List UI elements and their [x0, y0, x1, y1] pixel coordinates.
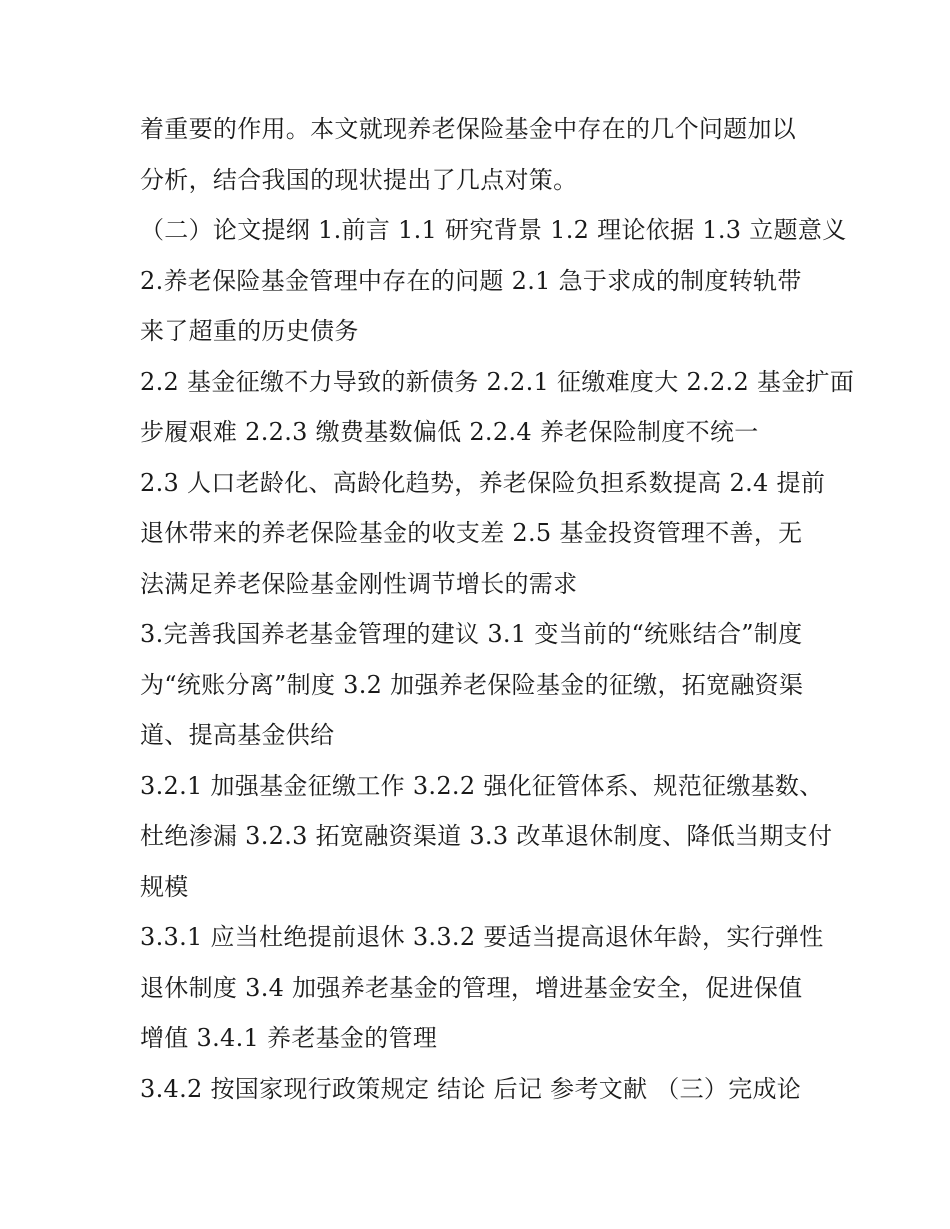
- document-body: [140, 104, 855, 1114]
- text-line: 2.3 人口老龄化、高龄化趋势，养老保险负担系数提高 2.4 提前: [140, 468, 826, 497]
- text-line: 规模: [140, 872, 189, 901]
- text-line: 着重要的作用。本文就现养老保险基金中存在的几个问题加以: [140, 115, 797, 143]
- text-line: 杜绝渗漏 3.2.3 拓宽融资渠道 3.3 改革退休制度、降低当期支付: [140, 822, 833, 850]
- text-line: 3.3.1 应当杜绝提前退休 3.3.2 要适当提高退休年龄，实行弹性: [140, 923, 824, 951]
- text-line: 分析，结合我国的现状提出了几点对策。: [140, 165, 578, 194]
- text-line: 退休制度 3.4 加强养老基金的管理，增进基金安全，促进保值: [140, 973, 803, 1002]
- text-line: 2.养老保险基金管理中存在的问题 2.1 急于求成的制度转轨带: [140, 266, 802, 295]
- text-line: 2.2 基金征缴不力导致的新债务 2.2.1 征缴难度大 2.2.2 基金扩面: [140, 367, 855, 396]
- text-line: 增值 3.4.1 养老基金的管理: [140, 1024, 438, 1052]
- text-line: 退休带来的养老保险基金的收支差 2.5 基金投资管理不善，无: [140, 519, 803, 547]
- text-line: （二）论文提纲 1.前言 1.1 研究背景 1.2 理论依据 1.3 立题意义: [140, 216, 847, 244]
- text-line: 3.完善我国养老基金管理的建议 3.1 变当前的“统账结合”制度: [140, 620, 803, 648]
- text-line: 来了超重的历史债务: [140, 317, 359, 345]
- text-line: 3.2.1 加强基金征缴工作 3.2.2 强化征管体系、规范征缴基数、: [140, 771, 824, 800]
- text-line: 为“统账分离”制度 3.2 加强养老保险基金的征缴，拓宽融资渠: [140, 670, 804, 699]
- text-line: 法满足养老保险基金刚性调节增长的需求: [140, 569, 578, 598]
- text-line: 3.4.2 按国家现行政策规定 结论 后记 参考文献 （三）完成论: [140, 1074, 802, 1103]
- text-line: 道、提高基金供给: [140, 721, 335, 749]
- text-line: 步履艰难 2.2.3 缴费基数偏低 2.2.4 养老保险制度不统一: [140, 418, 759, 446]
